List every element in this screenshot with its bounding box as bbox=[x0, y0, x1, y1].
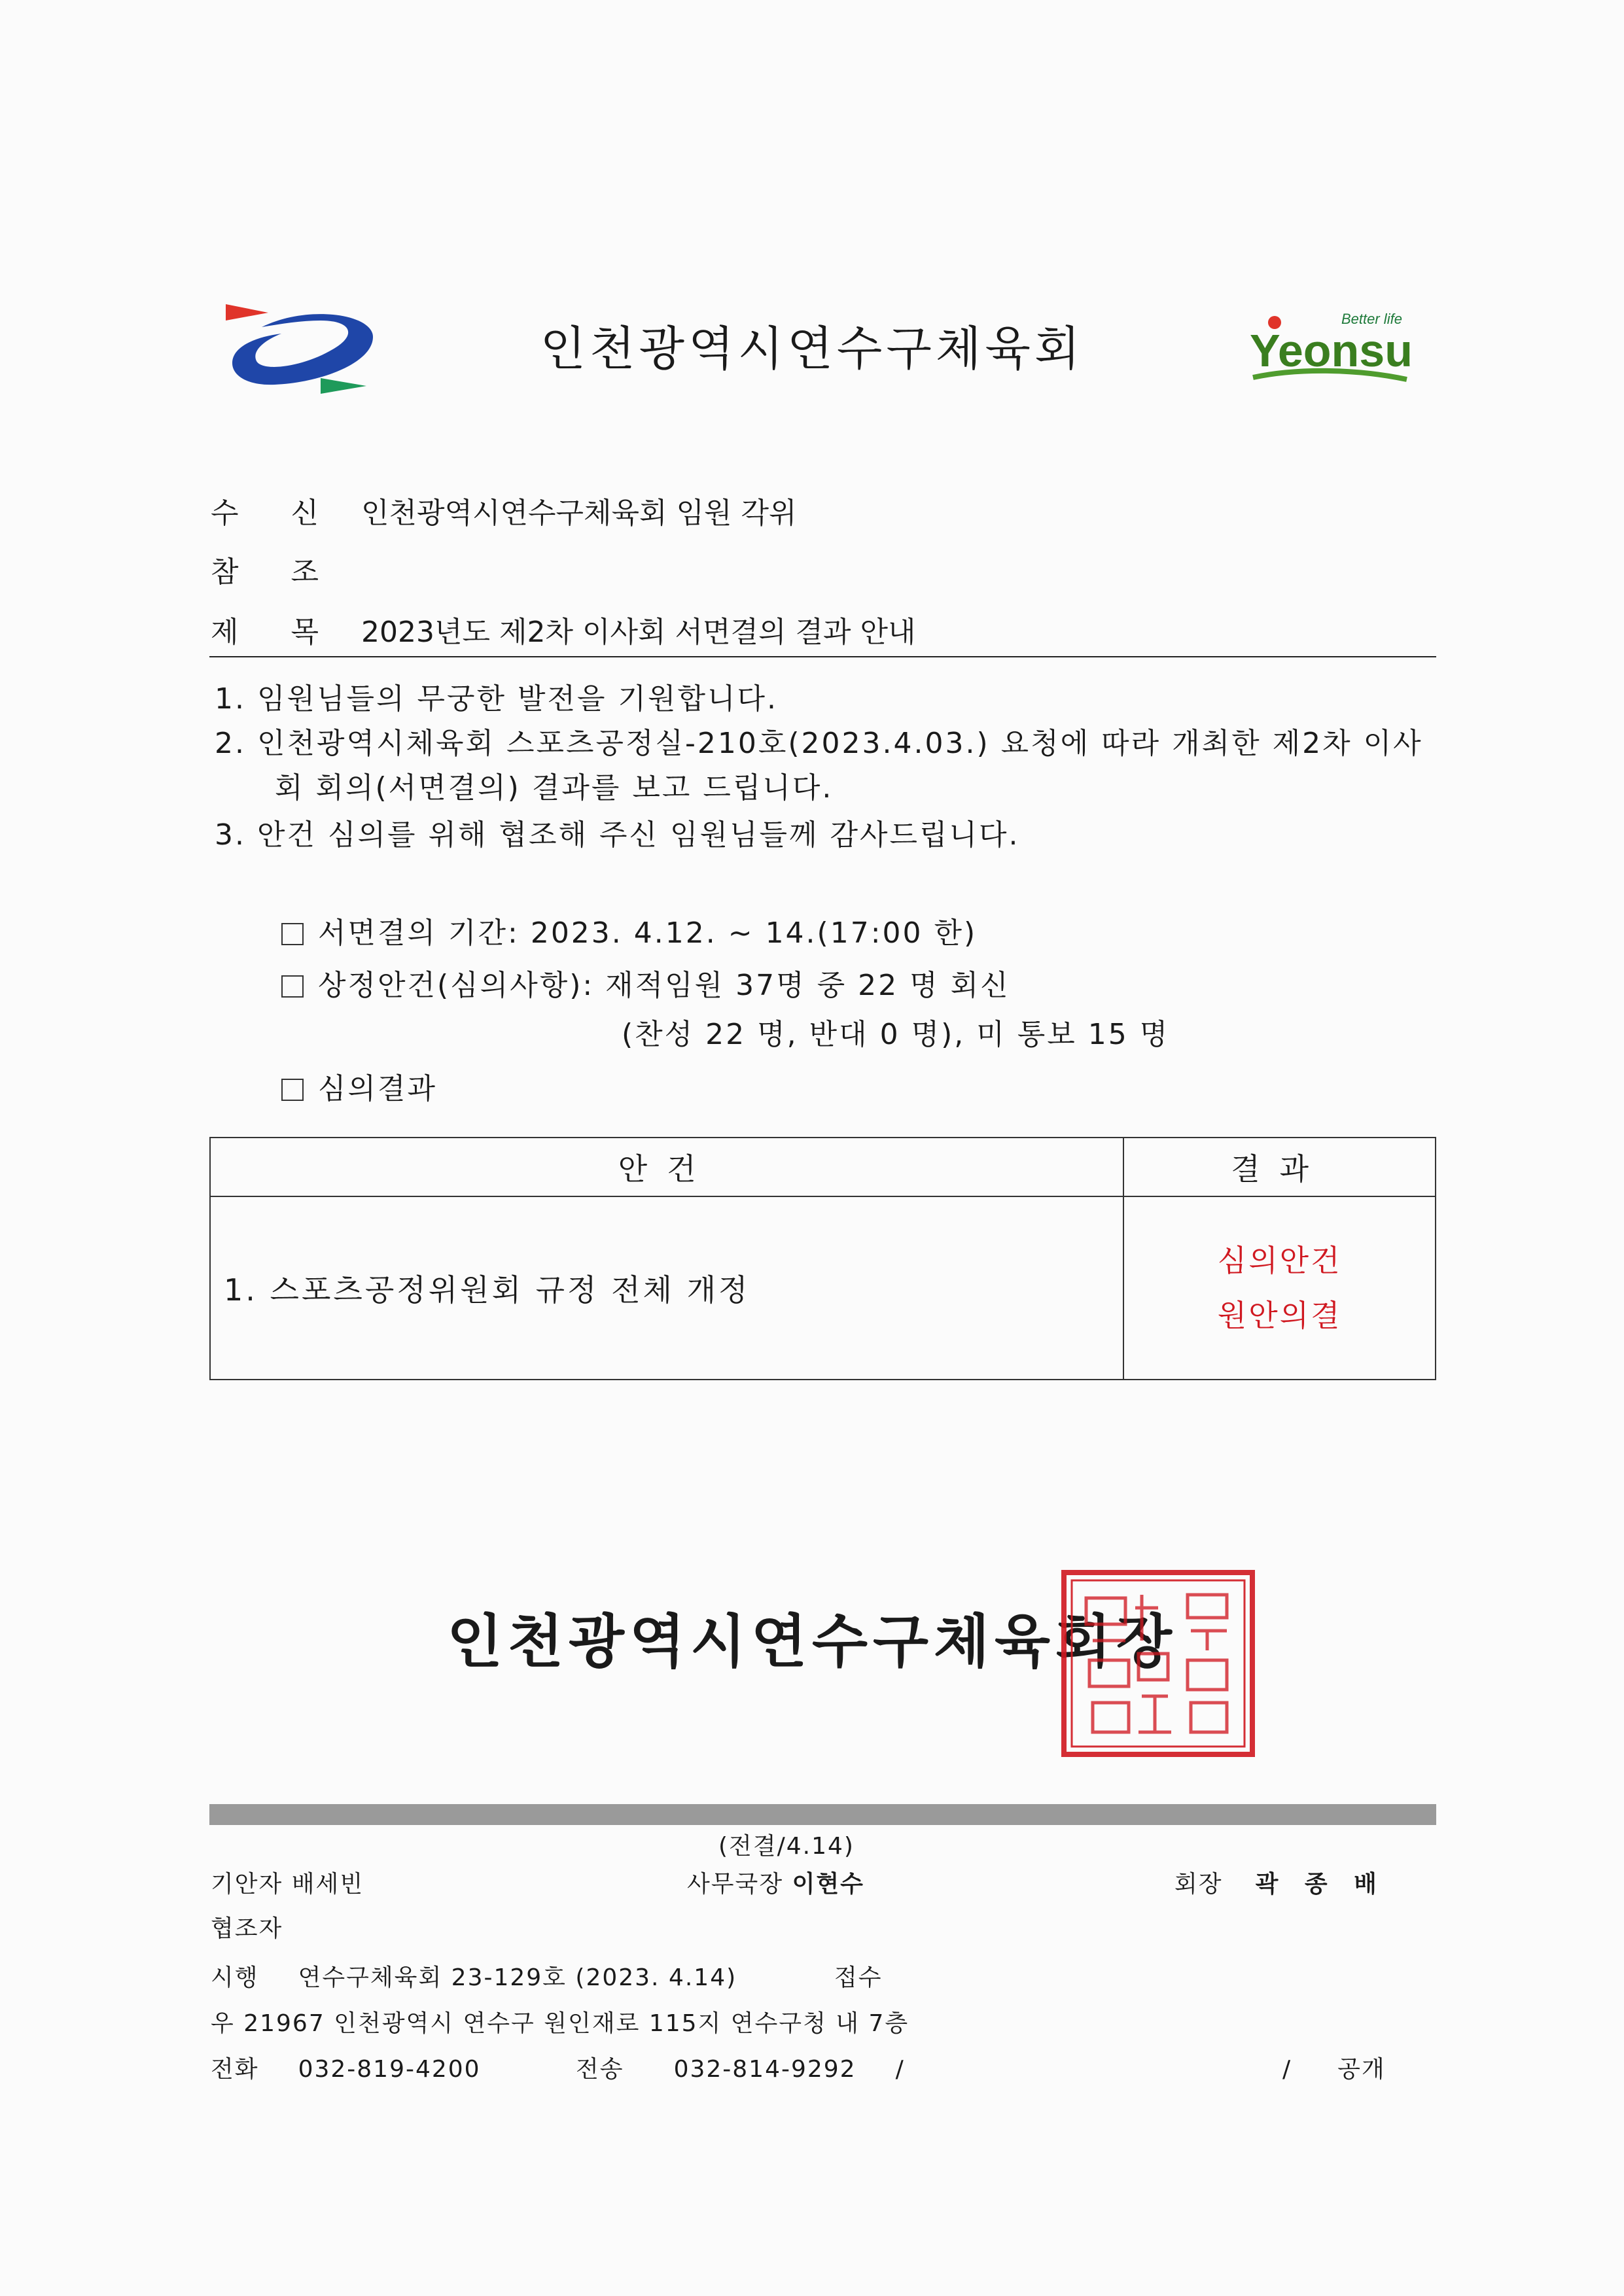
paragraph-1: 1. 임원님들의 무궁한 발전을 기원합니다. bbox=[215, 682, 778, 716]
agenda-table bbox=[209, 1137, 1436, 1380]
checkbox-icon bbox=[281, 923, 304, 945]
recipient-value: 인천광역시연수구체육회 임원 각위 bbox=[361, 496, 797, 530]
agenda-item: 1. 스포츠공정위원회 규정 전체 개정 bbox=[210, 1196, 1123, 1380]
fax-field: 전송 032-814-9292 / bbox=[576, 2056, 905, 2083]
drafter-field: 기안자 배세빈 bbox=[211, 1871, 364, 1898]
paragraph-3: 3. 안건 심의를 위해 협조해 주신 임원님들께 감사드립니다. bbox=[215, 818, 1020, 852]
paragraph-2a: 2. 인천광역시체육회 스포츠공정실-210호(2023.4.03.) 요청에 따라 개최한 제2차 이사 bbox=[215, 727, 1423, 760]
secretary-field: 사무국장 이현수 bbox=[687, 1871, 864, 1898]
decision-note: (전결/4.14) bbox=[718, 1833, 855, 1860]
president-field: 회장 곽 종 배 bbox=[1174, 1871, 1386, 1898]
receipt-field: 접수 bbox=[834, 1964, 883, 1991]
organization-title: 인천광역시연수구체육회 bbox=[540, 321, 1084, 376]
enforcement-field: 시행 연수구체육회 23-129호 (2023. 4.14) bbox=[211, 1964, 737, 1991]
table-header-row bbox=[210, 1138, 1436, 1196]
table-row bbox=[210, 1196, 1436, 1380]
period-line: 서면결의 기간: 2023. 4.12. ~ 14.(17:00 한) bbox=[281, 909, 977, 951]
agenda-count-line: 상정안건(심의사항): 재적임원 37명 중 22 명 회신 bbox=[281, 962, 1010, 1003]
address-line: 우 21967 인천광역시 연수구 원인재로 115지 연수구청 내 7층 bbox=[211, 2010, 909, 2037]
footer-divider-bar bbox=[209, 1804, 1436, 1825]
subject-value: 2023년도 제2차 이사회 서면결의 결과 안내 bbox=[361, 616, 916, 649]
signature-title: 인천광역시연수구체육회장 bbox=[446, 1608, 1178, 1675]
checkbox-icon bbox=[281, 975, 304, 998]
svg-text:Better life: Better life bbox=[1341, 311, 1402, 327]
recipient-label: 수 신 bbox=[211, 496, 322, 530]
reference-label: 참 조 bbox=[211, 555, 322, 589]
result-column-header: 결과 bbox=[1123, 1138, 1436, 1196]
disclosure-field: / 공개 bbox=[1282, 2056, 1386, 2083]
header-divider bbox=[209, 656, 1436, 657]
official-seal-icon bbox=[1060, 1569, 1256, 1758]
subject-label: 제 목 bbox=[211, 616, 322, 649]
phone-field: 전화 032-819-4200 bbox=[211, 2056, 481, 2083]
svg-text:Yeonsu: Yeonsu bbox=[1250, 325, 1413, 376]
yeonsu-brand-logo-icon bbox=[1243, 304, 1413, 389]
paragraph-2b: 회 회의(서면결의) 결과를 보고 드립니다. bbox=[275, 771, 834, 805]
agenda-result: 심의안건 원안의결 bbox=[1123, 1196, 1436, 1380]
votes-line: (찬성 22 명, 반대 0 명), 미 통보 15 명 bbox=[622, 1018, 1170, 1051]
result-heading: 심의결과 bbox=[281, 1065, 437, 1107]
agenda-column-header: 안건 bbox=[210, 1138, 1123, 1196]
checkbox-icon bbox=[281, 1079, 304, 1101]
cooperator-field: 협조자 bbox=[211, 1915, 283, 1942]
